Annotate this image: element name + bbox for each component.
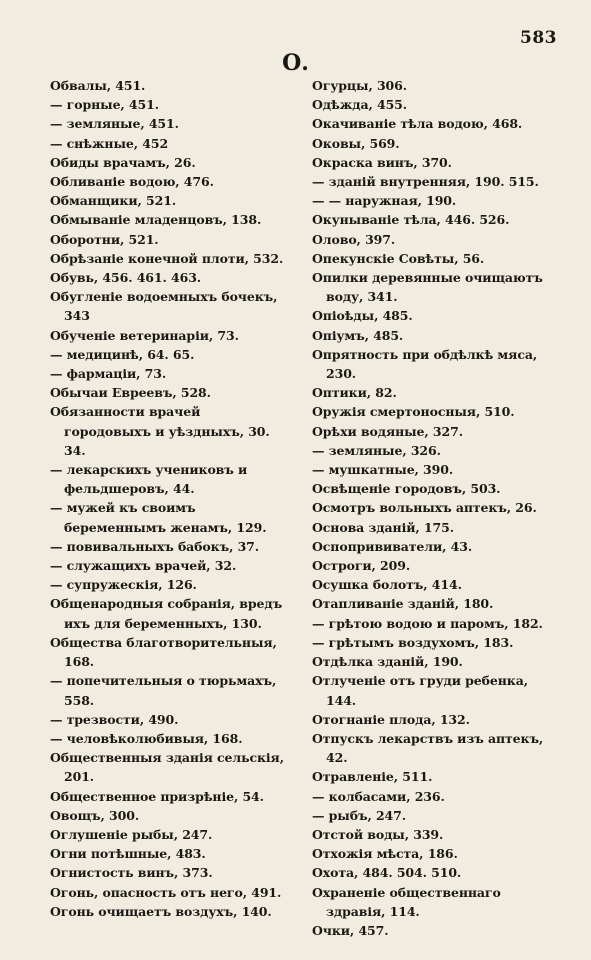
- section-letter-heading: О.: [282, 50, 309, 76]
- index-entry: Олово, 397.: [312, 231, 396, 247]
- index-entry: Оглушеніе рыбы, 247.: [50, 826, 213, 842]
- index-entry: — горные, 451.: [50, 97, 159, 113]
- index-entry: Общенародныя собранія, вредъ ихъ для беременныхъ, 130.: [50, 596, 283, 631]
- index-entry: Огурцы, 306.: [312, 78, 408, 93]
- index-entry: Общественное призрѣніе, 54.: [50, 788, 264, 804]
- index-entry: Отапливаніе зданій, 180.: [312, 596, 494, 612]
- index-entry: Обиды врачамъ, 26.: [50, 154, 196, 170]
- index-entry: — повивальныхъ бабокъ, 37.: [50, 538, 260, 554]
- index-entry: Обязанности врачей городовыхъ и уѣздныхъ, 30. 34.: [50, 404, 270, 458]
- index-entry: Охота, 484. 504. 510.: [312, 865, 462, 881]
- index-entry: — зданій внутренняя, 190. 515.: [312, 174, 539, 190]
- index-columns: [50, 76, 555, 940]
- index-entry: Обрѣзаніе конечной плоти, 532.: [50, 250, 284, 266]
- index-entry: — лекарскихъ учениковъ и фельдшеровъ, 44.: [50, 462, 248, 497]
- index-entry: Обученіе ветеринаріи, 73.: [50, 327, 239, 343]
- index-entry: Огни потѣшные, 483.: [50, 846, 206, 862]
- page-number: 583: [520, 28, 557, 48]
- index-entry: Оптики, 82.: [312, 385, 397, 401]
- index-entry: Огнистость винъ, 373.: [50, 865, 213, 881]
- index-entry: Оборотни, 521.: [50, 231, 159, 247]
- index-entry: Отдѣлка зданій, 190.: [312, 654, 463, 670]
- index-entry: — попечительныя о тюрьмахъ, 558.: [50, 673, 277, 708]
- index-entry: — медицинѣ, 64. 65.: [50, 346, 195, 362]
- index-entry: Оспопрививатели, 43.: [312, 538, 473, 554]
- index-entry: Основа зданій, 175.: [312, 519, 454, 535]
- index-entry: Обманщики, 521.: [50, 193, 177, 209]
- index-entry: Оковы, 569.: [312, 135, 400, 151]
- index-entry: — супружескія, 126.: [50, 577, 197, 593]
- index-entry: Одѣжда, 455.: [312, 97, 408, 113]
- index-entry: Охраненіе общественнаго здравія, 114.: [312, 884, 501, 919]
- index-entry: Осмотръ вольныхъ аптекъ, 26.: [312, 500, 537, 516]
- index-entry: Окраска винъ, 370.: [312, 154, 452, 170]
- index-entry: Отстой воды, 339.: [312, 826, 444, 842]
- index-entry: — мужей къ своимъ беременнымъ женамъ, 129.: [50, 500, 267, 535]
- index-entry: Общества благотворительныя, 168.: [50, 634, 277, 670]
- index-entry: — земляные, 451.: [50, 116, 179, 132]
- index-entry: Обмываніе младенцовъ, 138.: [50, 212, 262, 228]
- index-entry: Отлученіе отъ груди ребенка, 144.: [312, 673, 528, 708]
- index-entry: Огонь очищаетъ воздухъ, 140.: [50, 903, 272, 919]
- index-entry: Опекунскіе Совѣты, 56.: [312, 250, 485, 266]
- index-entry: Опіумъ, 485.: [312, 327, 404, 343]
- index-entry: Обугленіе водоемныхъ бочекъ, 343: [50, 289, 278, 324]
- index-entry: — колбасами, 236.: [312, 788, 445, 804]
- index-entry: Остроги, 209.: [312, 558, 411, 574]
- index-entry: Отпускъ лекарствъ изъ аптекъ, 42.: [312, 730, 544, 766]
- index-entry: Осушка болотъ, 414.: [312, 577, 462, 593]
- index-entry: — земляные, 326.: [312, 442, 441, 458]
- index-entry: Опилки деревянные очищаютъ воду, 341.: [312, 270, 543, 305]
- index-entry: Окунываніе тѣла, 446. 526.: [312, 212, 510, 228]
- index-entry: Овощъ, 300.: [50, 807, 140, 823]
- index-entry: Общественныя зданія сельскія, 201.: [50, 750, 284, 785]
- index-entry: Очки, 457.: [312, 922, 389, 938]
- index-entry: Отхожія мѣста, 186.: [312, 846, 458, 862]
- index-entry: — фармаціи, 73.: [50, 366, 167, 382]
- index-entry: — служащихъ врачей, 32.: [50, 558, 237, 574]
- index-entry: Обычаи Евреевъ, 528.: [50, 385, 211, 401]
- index-entry: — — наружная, 190.: [312, 193, 457, 209]
- index-entry: — снѣжные, 452: [50, 135, 169, 151]
- index-column-right: [312, 76, 555, 940]
- index-entry: Обувь, 456. 461. 463.: [50, 270, 202, 286]
- index-entry: Окачиваніе тѣла водою, 468.: [312, 116, 523, 132]
- index-entry: — мушкатные, 390.: [312, 462, 454, 478]
- index-column-left: [50, 76, 288, 940]
- index-entry: Опрятность при обдѣлкѣ мяса, 230.: [312, 346, 538, 382]
- index-entry: Отогнаніе плода, 132.: [312, 711, 470, 727]
- index-entry: Обвалы, 451.: [50, 78, 146, 93]
- index-entry: Отравленіе, 511.: [312, 769, 433, 785]
- index-entry: — грѣтою водою и паромъ, 182.: [312, 615, 543, 631]
- index-entry: — рыбъ, 247.: [312, 807, 406, 823]
- index-entry: — грѣтымъ воздухомъ, 183.: [312, 634, 514, 650]
- index-entry: Орѣхи водяные, 327.: [312, 423, 463, 439]
- index-entry: — человѣколюбивыя, 168.: [50, 730, 243, 746]
- index-entry: Оружія смертоносныя, 510.: [312, 404, 515, 420]
- index-entry: Огонь, опасность отъ него, 491.: [50, 884, 282, 900]
- index-entry: Опіоѣды, 485.: [312, 308, 413, 324]
- index-entry: Освѣщеніе городовъ, 503.: [312, 481, 501, 497]
- index-entry: — трезвости, 490.: [50, 711, 179, 727]
- index-entry: Обливаніе водою, 476.: [50, 174, 214, 190]
